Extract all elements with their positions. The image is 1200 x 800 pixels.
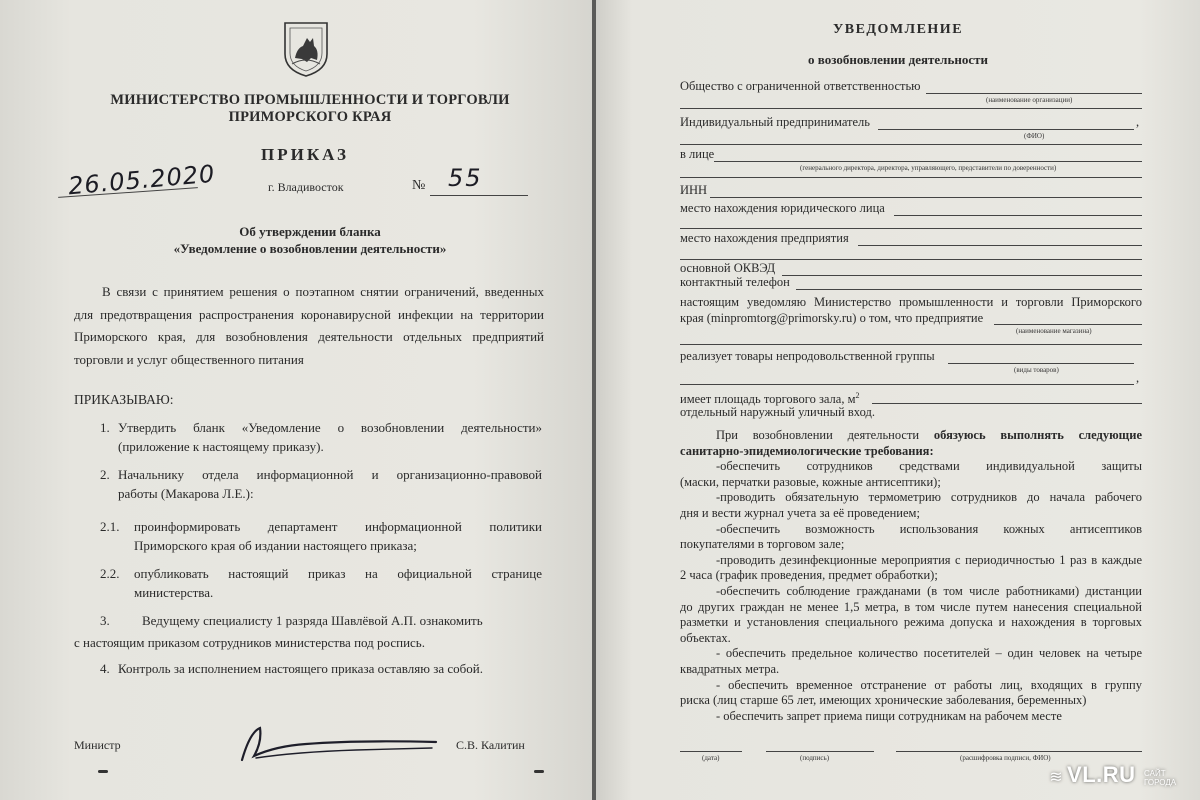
watermark-wave-icon: ≋ — [1049, 769, 1063, 786]
requirement-line: -проводить обязательную термометрию сотрудников до начала рабочего — [716, 490, 1142, 505]
order-item — [118, 465, 542, 503]
field-label-llc: Общество с ограниченной ответственностью — [680, 79, 921, 93]
order-page — [0, 0, 592, 800]
order-item-line: проинформировать департамент информационной политики — [134, 519, 542, 534]
notify-line: края (minpromtorg@primorsky.ru) о том, что предприятие — [680, 311, 984, 325]
requirement-line: -обеспечить соблюдение гражданами (в том числе работниками) дистанции — [716, 583, 1142, 598]
notify-line: настоящим уведомляю Министерство промышленности и торговли Приморского — [680, 295, 1142, 309]
notice-form-page: УВЕДОМЛЕНИЕ о возобновлении деятельности Общество с ограниченной ответственностью (наименование организации) Индивидуальный предприниматель , (ФИО) в лице (генерального директора, директора, управляющего, представители по доверенности) ИНН место нахождения юридического лица место нахождения предприятия основной ОКВЭД контактный телефон настоящим уведомляю Министерство промышленности и торговли Приморского края (minpromtorg@primorsky.ru) о том, что предприятие (наименование магазина) реализует товары непродовольственной группы (виды товаров) , имеет площадь торгового зала, $м^2$ отдельный наружный уличный вход. При возобновлении деятельности обязуюсь выполнять следующие санитарно-эпидемиологические требования: -обеспечить сотрудников средствами индивидуальной защиты (маски, перчатки разовые, кожные антисептики); -проводить обязательную термометрию сотрудников до начала рабочего дня и вести журнал учета за её проведением; -обеспечить возможность использования кожных антисептиков покупателями в торговом зале; -проводить дезинфекционные мероприятия с периодичностью 1 раз в каждые 2 часа (график проведения, предмет обработки); -обеспечить соблюдение гражданами (в том числе работниками) дистанции до других граждан не менее 1,5 метра, в том числе путем нанесения специальной разметки и установления специального режима допуска и нахождения в торговых объектах. - обеспечить предельное количество посетителей – один человек на четыре квадратных метра. - обеспечить временное отстранение от работы лиц, входящих в группу риска (лиц старше 65 лет, имеющих хронические заболевания, беременных) - обеспечить запрет приема пищи сотрудникам на рабочем месте (дата) (подпись) (расшифровка подписи, ФИО) ≋ VL.RU САЙТ ГОРОДА — [596, 0, 1200, 800]
site-watermark — [1049, 762, 1184, 788]
order-item-line: работы (Макарова Л.Е.): — [118, 486, 254, 501]
field-hint: (наименование магазина) — [1016, 327, 1092, 335]
requirement-line: квадратных метра. — [680, 661, 780, 676]
order-item-line: с настоящим приказом сотрудников министерства под роспись. — [74, 635, 425, 650]
order-item-line: министерства. — [134, 585, 214, 600]
order-word: ПРИКАЗЫВАЮ: — [74, 392, 174, 407]
requirement-line: риска (лиц старше 65 лет, имеющих хронические заболевания, беременных) — [680, 693, 1087, 708]
order-item-line: (приложение к настоящему приказу). — [118, 439, 324, 454]
requirement-line: - обеспечить запрет приема пищи сотрудникам на рабочем месте — [716, 708, 1062, 723]
order-item — [134, 564, 542, 602]
order-item-line: Контроль за исполнением настоящего приказа оставляю за собой. — [118, 661, 483, 676]
notice-subtitle: о возобновлении деятельности — [808, 52, 988, 67]
order-item — [118, 418, 542, 456]
field-input-store[interactable] — [994, 324, 1142, 325]
requirements-block — [680, 428, 1142, 724]
requirement-line: разметки и установления специального режима допуска и нахождения в торговых — [680, 615, 1142, 630]
order-number: 55 — [448, 164, 483, 192]
field-label-enterprise-address: место нахождения предприятия — [680, 231, 849, 245]
order-subject-line: «Уведомление о возобновлении деятельности» — [173, 241, 447, 256]
field-hint: (расшифровка подписи, ФИО) — [960, 754, 1051, 762]
field-input-store-cont[interactable] — [680, 344, 1142, 345]
field-hint: (генерального директора, директора, управляющего, представители по доверенности) — [800, 164, 1057, 172]
order-item-number: 4. — [100, 661, 110, 676]
field-label-phone: контактный телефон — [680, 275, 790, 289]
notify-text — [680, 294, 1142, 326]
field-hint: (виды товаров) — [1014, 366, 1059, 374]
field-input-person-cont[interactable] — [680, 177, 1142, 178]
signature-name: С.В. Калитин — [456, 738, 525, 752]
requirement-line: дня и вести журнал учета за её проведением; — [680, 505, 920, 520]
order-item-line: опубликовать настоящий приказ на официальной странице — [134, 566, 542, 581]
field-input-person[interactable] — [714, 161, 1142, 162]
field-hint: (наименование организации) — [986, 96, 1073, 104]
order-city: г. Владивосток — [268, 180, 344, 194]
field-input-ip[interactable] — [878, 129, 1134, 130]
order-item — [134, 517, 542, 555]
field-hint: (ФИО) — [1024, 132, 1045, 140]
sign-field-date[interactable] — [680, 751, 742, 752]
order-item-number: 2. — [100, 467, 110, 482]
requirement-line: - обеспечить временное отстранение от работы лиц, входящих в группу — [716, 677, 1142, 692]
requirements-intro: При возобновлении деятельности обязуюсь выполнять следующие — [716, 428, 1142, 442]
sign-field-name[interactable] — [896, 751, 1142, 752]
field-input-okved[interactable] — [782, 275, 1142, 276]
requirement-line: -обеспечить возможность использования кожных антисептиков — [716, 521, 1142, 536]
field-input-legal-address[interactable] — [894, 215, 1142, 216]
order-title: ПРИКАЗ — [261, 145, 349, 164]
field-label-ip: Индивидуальный предприниматель — [680, 115, 870, 129]
coat-of-arms-icon — [283, 20, 329, 78]
number-underline — [430, 195, 528, 196]
order-preamble — [74, 281, 544, 371]
requirement-line: объектах. — [680, 630, 731, 645]
requirement-line: -обеспечить сотрудников средствами индивидуальной защиты — [716, 459, 1142, 474]
watermark-brand: VL.RU — [1067, 762, 1136, 787]
signature-scribble-icon — [236, 722, 446, 772]
requirement-line: 2 часа (график проведения, предмет обработки); — [680, 568, 938, 583]
preamble-line: для предотвращения распространения коронавирусной инфекции на территории — [74, 306, 544, 322]
field-label-goods: реализует товары непродовольственной группы — [680, 349, 935, 363]
order-item-line: Утвердить бланк «Уведомление о возобновлении деятельности» — [118, 420, 542, 435]
order-item-number: 1. — [100, 420, 110, 435]
ministry-name — [60, 92, 560, 126]
field-input-phone[interactable] — [796, 289, 1142, 290]
entrance-text: отдельный наружный уличный вход. — [680, 405, 875, 419]
field-input-enterprise-address[interactable] — [858, 245, 1142, 246]
field-input-llc-cont[interactable] — [680, 108, 1142, 109]
preamble-line: В связи с принятием решения о поэтапном снятии ограничений, введенных — [102, 284, 544, 299]
order-item-line: Начальнику отдела информационной и организационно-правовой — [118, 467, 542, 482]
preamble-line: Приморского края, для возобновления деятельности отдельных предприятий — [74, 329, 544, 344]
field-input-legal-address-cont[interactable] — [680, 228, 1142, 229]
order-item-line: Приморского края об издании настоящего приказа; — [134, 538, 417, 553]
field-hint: (подпись) — [800, 754, 830, 762]
field-input-ip-cont[interactable] — [680, 144, 1142, 145]
ministry-email: minpromtorg@primorsky.ru — [710, 311, 853, 325]
requirement-line: - обеспечить предельное количество посетителей – один человек на четыре — [716, 646, 1142, 661]
field-input-llc[interactable] — [926, 93, 1142, 94]
requirement-line: -проводить дезинфекционные мероприятия с периодичностью 1 раз в каждые — [716, 552, 1142, 567]
field-label-person: в лице — [680, 147, 715, 161]
order-date: 26.05.2020 — [67, 159, 217, 201]
requirements-heading: санитарно-эпидемиологические требования: — [680, 443, 934, 458]
field-label-area: имеет площадь торгового зала, $м^2$ — [680, 391, 860, 407]
order-item-line: Ведущему специалисту 1 разряда Шавлёвой А.П. ознакомить — [142, 613, 483, 628]
staple-mark — [534, 770, 544, 773]
ministry-line: МИНИСТЕРСТВО ПРОМЫШЛЕННОСТИ И ТОРГОВЛИ — [110, 92, 510, 108]
sign-field-signature[interactable] — [766, 751, 874, 752]
requirement-line: (маски, перчатки разовые, кожные антисептики); — [680, 474, 941, 489]
field-label-inn: ИНН — [680, 183, 708, 197]
order-item-number: 2.2. — [100, 566, 120, 581]
order-subject-line: Об утверждении бланка — [239, 224, 381, 239]
field-input-area[interactable] — [872, 403, 1142, 404]
number-sign: № — [412, 178, 426, 193]
staple-mark — [98, 770, 108, 773]
requirement-line: покупателями в торговом зале; — [680, 537, 845, 552]
field-label-okved: основной ОКВЭД — [680, 261, 776, 275]
signature-title: Министр — [74, 738, 121, 752]
notice-title: УВЕДОМЛЕНИЕ — [832, 22, 964, 37]
order-item-number: 2.1. — [100, 519, 120, 534]
watermark-tagline: САЙТ ГОРОДА — [1144, 768, 1177, 787]
ministry-line: ПРИМОРСКОГО КРАЯ — [228, 109, 392, 125]
field-input-goods-cont[interactable] — [680, 384, 1134, 385]
field-hint: (дата) — [702, 754, 720, 762]
preamble-line: торговли и услуг общественного питания — [74, 351, 304, 367]
field-label-legal-address: место нахождения юридического лица — [680, 201, 885, 215]
order-item-number: 3. — [100, 613, 110, 628]
field-input-inn[interactable] — [710, 197, 1142, 198]
requirement-line: до других граждан не менее 1,5 метра, в том числе путем нанесения специальной — [680, 599, 1142, 614]
field-input-goods[interactable] — [948, 363, 1134, 364]
